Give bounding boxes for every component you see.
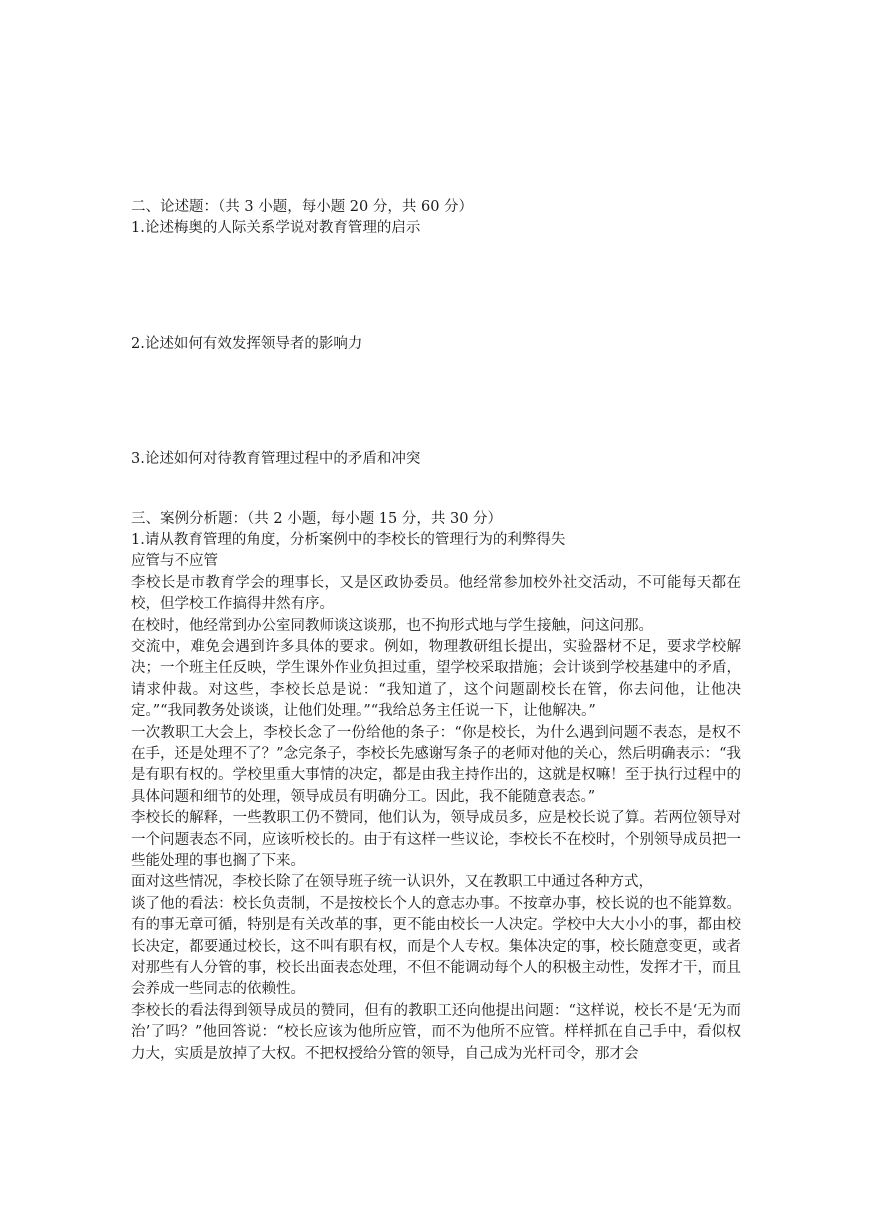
document-page: [131, 197, 741, 1065]
essay-question-2: 2.论述如何有效发挥领导者的影响力: [131, 335, 363, 352]
case-paragraph-2: 在校时，他经常到办公室同教师谈这谈那，也不拘形式地与学生接触，问这问那。: [131, 617, 653, 634]
case-paragraph-7: 谈了他的看法：校长负责制，不是按校长个人的意志办事。不按章办事，校长说的也不能算数。有的事无章可循，特别是有关改革的事，更不能由校长一人决定。学校中大大小小的事，都由校长决定，都要通过校长，这不叫有职有权，而是个人专权。集体决定的事，校长随意变更，或者对那些有人分管的事，校长出面表态处理，不但不能调动每个人的积极主动性，发挥才干，而且会养成一些同志的依赖性。: [131, 895, 741, 998]
essay-question-3: 3.论述如何对待教育管理过程中的矛盾和冲突: [131, 451, 421, 468]
essay-question-1: 1.论述梅奥的人际关系学说对教育管理的启示: [131, 220, 421, 237]
case-paragraph-5: 李校长的解释，一些教职工仍不赞同，他们认为，领导成员多，应是校长说了算。若两位领导对一个问题表态不同，应该听校长的。由于有这样一些议论，李校长不在校时，个别领导成员把一些能处理的事也搁了下来。: [131, 810, 741, 870]
case-title: 应管与不应管: [131, 553, 218, 570]
section-heading-essay: 二、论述题：（共 3 小题，每小题 20 分，共 60 分）: [131, 199, 474, 215]
section-heading-case: 三、案例分析题：（共 2 小题，每小题 15 分，共 30 分）: [131, 510, 503, 527]
answer-space-3: [131, 471, 741, 509]
answer-space-2: [131, 355, 741, 449]
case-paragraph-1: 李校长是市教育学会的理事长，又是区政协委员。他经常参加校外社交活动，不可能每天都在校，但学校工作搞得井然有序。: [131, 574, 741, 613]
answer-space-1: [131, 240, 741, 334]
case-question-1: 1.请从教育管理的角度，分析案例中的李校长的管理行为的利弊得失: [131, 531, 566, 548]
case-paragraph-4: 一次教职工大会上，李校长念了一份给他的条子：“你是校长，为什么遇到问题不表态，是权不在手，还是处理不了？”念完条子，李校长先感谢写条子的老师对他的关心，然后明确表示：“我是有职有权的。学校里重大事情的决定，都是由我主持作出的，这就是权嘛！至于执行过程中的具体问题和细节的处理，领导成员有明确分工。因此，我不能随意表态。”: [131, 724, 741, 805]
case-paragraph-8: 李校长的看法得到领导成员的赞同，但有的教职工还向他提出问题：“这样说，校长不是‘无为而治’了吗？”他回答说：“校长应该为他所应管，而不为他所不应管。样样抓在自己手中，看似权力大，实质是放掉了大权。不把权授给分管的领导，自己成为光杆司令，那才会: [131, 1002, 741, 1062]
case-paragraph-6: 面对这些情况，李校长除了在领导班子统一认识外，又在教职工中通过各种方式，: [131, 874, 653, 891]
case-paragraph-3: 交流中，难免会遇到许多具体的要求。例如，物理教研组长提出，实验器材不足，要求学校解决；一个班主任反映，学生课外作业负担过重，望学校采取措施；会计谈到学校基建中的矛盾，请求仲裁。对这些，李校长总是说：“我知道了，这个问题副校长在管，你去问他，让他决定。”“我同教务处谈谈，让他们处理。”“我给总务主任说一下，让他解决。”: [131, 638, 741, 720]
